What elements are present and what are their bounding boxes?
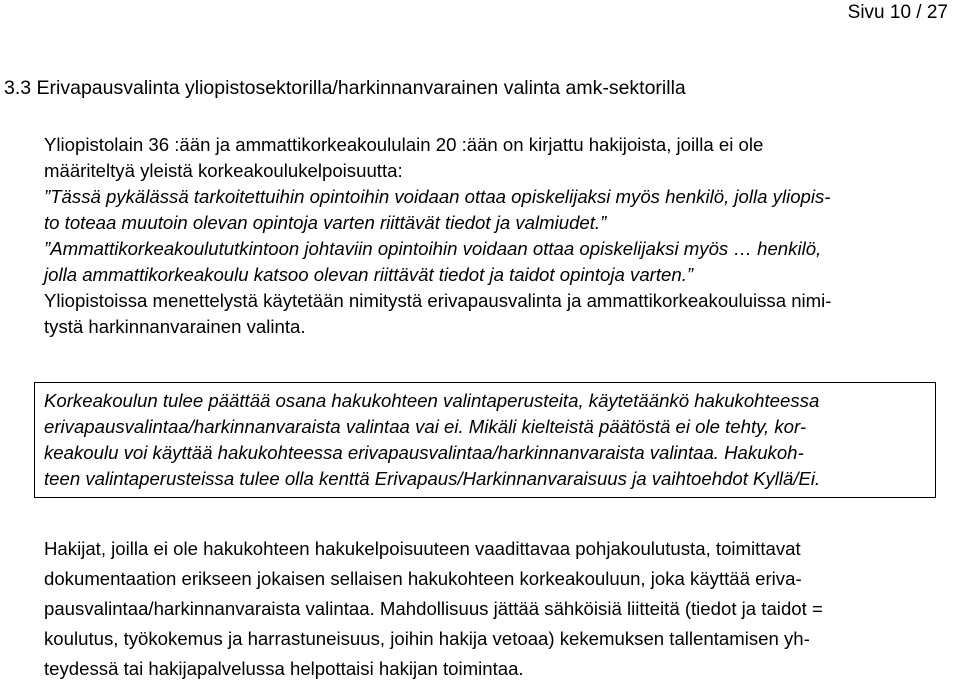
intro-paragraph (44, 132, 949, 340)
uas-law-quote-line: ”Ammattikorkeakoulututkintoon johtaviin opintoihin voidaan ottaa opiskelijaksi myös … henkilö, (44, 238, 822, 259)
notice-line: Korkeakoulun tulee päättää osana hakukohteen valintaperusteita, käytetäänkö hakukohteessa (44, 390, 820, 411)
notice-text (44, 388, 820, 492)
paragraph-line: teydessä tai hakijapalvelussa helpottaisi hakijan toimintaa. (44, 658, 524, 679)
paragraph-line: Hakijat, joilla ei ole hakukohteen hakukelpoisuuteen vaadittavaa pohjakoulutusta, toimittavat (44, 538, 801, 559)
university-law-quote-line: ”Tässä pykälässä tarkoitettuihin opintoihin voidaan ottaa opiskelijaksi myös henkilö, jolla yliopis- (44, 186, 831, 207)
page-number: Sivu 10 / 27 (847, 2, 948, 23)
notice-line: keakoulu voi käyttää hakukohteessa erivapausvalintaa/harkinnanvaraista valintaa. Hakukoh- (44, 442, 804, 463)
paragraph-line: koulutus, työkokemus ja harrastuneisuus, joihin hakija vetoaa) kekemuksen tallentamisen yh- (44, 628, 810, 649)
intro-closing-line: Yliopistoissa menettelystä käytetään nimitystä erivapausvalinta ja ammattikorkeakouluissa nimi- (44, 290, 832, 311)
section-heading: 3.3 Erivapausvalinta yliopistosektorilla/harkinnanvarainen valinta amk-sektorilla (4, 77, 686, 99)
notice-box (34, 382, 936, 498)
applicant-documents-paragraph (44, 534, 949, 684)
notice-line: erivapausvalintaa/harkinnanvaraista valintaa vai ei. Mikäli kielteistä päätöstä ei ole tehty, kor- (44, 416, 807, 437)
intro-closing-line: tystä harkinnanvarainen valinta. (44, 316, 306, 337)
paragraph-line: pausvalintaa/harkinnanvaraista valintaa. Mahdollisuus jättää sähköisiä liitteitä (tiedot ja taidot = (44, 598, 823, 619)
uas-law-quote-line: jolla ammattikorkeakoulu katsoo olevan riittävät tiedot ja taidot opintoja varten.” (44, 264, 694, 285)
notice-line: teen valintaperusteissa tulee olla kenttä Erivapaus/Harkinnanvaraisuus ja vaihtoehdot Kyllä/Ei. (44, 468, 821, 489)
intro-line: määriteltyä yleistä korkeakoulukelpoisuutta: (44, 160, 403, 181)
intro-line: Yliopistolain 36 :ään ja ammattikorkeakoululain 20 :ään on kirjattu hakijoista, joilla ei ole (44, 134, 764, 155)
university-law-quote-line: to toteaa muutoin olevan opintoja varten riittävät tiedot ja valmiudet.” (44, 212, 607, 233)
paragraph-line: dokumentaation erikseen jokaisen sellaisen hakukohteen korkeakouluun, joka käyttää eriva- (44, 568, 802, 589)
